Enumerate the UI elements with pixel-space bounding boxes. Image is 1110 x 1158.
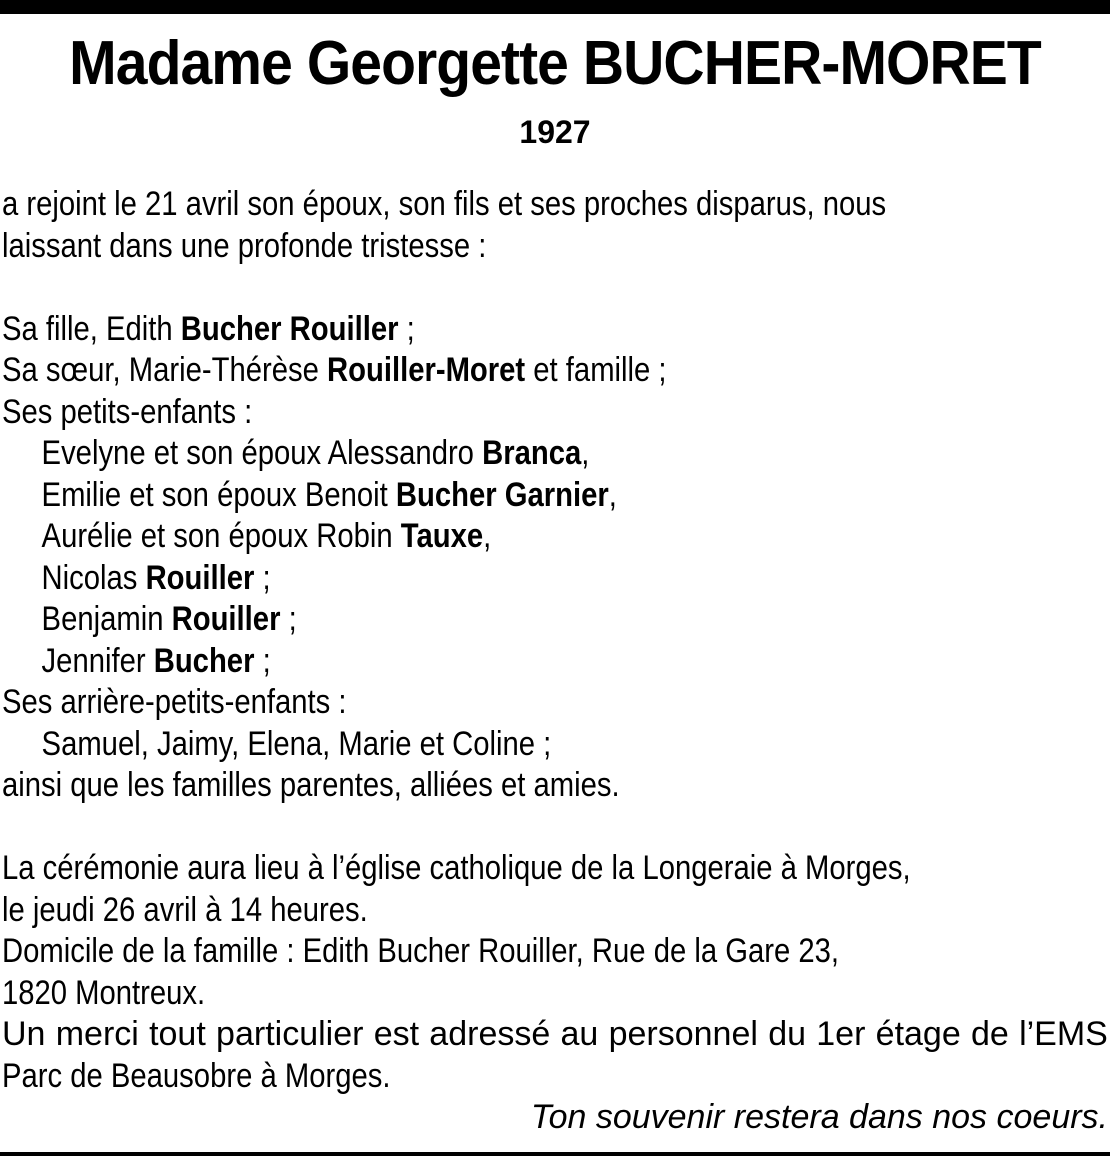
great-grandchildren-names: Samuel, Jaimy, Elena, Marie et Coline ; [41, 724, 552, 763]
grandchild-entry: Jennifer Bucher ; [41, 641, 271, 680]
surname: Bucher Garnier [395, 475, 609, 514]
grandchild-entry: Benjamin Rouiller ; [41, 600, 297, 638]
intro-line-2: laissant dans une profonde tristesse : [2, 226, 487, 265]
surname: Branca [482, 434, 582, 472]
surname: Rouiller [145, 558, 255, 597]
spacer [2, 807, 1108, 849]
thanks-line-2: Parc de Beausobre à Morges. [2, 1056, 391, 1095]
bottom-rule [0, 1152, 1110, 1156]
notice-body [2, 184, 1108, 1139]
domicile-line-2: 1820 Montreux. [2, 973, 206, 1012]
surname: Rouiller-Moret [326, 351, 526, 389]
great-grandchildren-label: Ses arrière-petits-enfants : [2, 683, 347, 721]
intro-line-1: a rejoint le 21 avril son époux, son fils et ses proches disparus, nous [2, 185, 887, 223]
surname: Bucher Rouiller [180, 309, 399, 348]
grandchildren-label: Ses petits-enfants : [2, 392, 253, 431]
notice-title: Madame Georgette BUCHER-MORET [69, 29, 1041, 98]
family-daughter: Sa fille, Edith Bucher Rouiller ; [2, 309, 415, 348]
domicile-line-1: Domicile de la famille : Edith Bucher Rouiller, Rue de la Gare 23, [2, 932, 839, 970]
birth-year: 1927 [519, 114, 591, 150]
family-sister: Sa sœur, Marie-Thérèse Rouiller-Moret et famille ; [2, 351, 667, 389]
ceremony-line-2: le jeudi 26 avril à 14 heures. [2, 890, 368, 929]
ceremony-line-1: La cérémonie aura lieu à l’église catholique de la Longeraie à Morges, [2, 849, 911, 887]
surname: Tauxe [400, 517, 484, 555]
top-rule [0, 0, 1110, 14]
closing-phrase: Ton souvenir restera dans nos coeurs. [530, 1098, 1108, 1136]
thanks-line-1: Un merci tout particulier est adressé au personnel du 1er étage de l’EMS [2, 1015, 1108, 1053]
spacer [2, 267, 1108, 309]
extended-families: ainsi que les familles parentes, alliées et amies. [2, 766, 620, 804]
grandchild-entry: Nicolas Rouiller ; [41, 558, 271, 597]
surname: Bucher [153, 641, 255, 680]
grandchild-entry: Emilie et son époux Benoit Bucher Garnier, [41, 475, 617, 514]
surname: Rouiller [171, 600, 281, 638]
grandchild-entry: Aurélie et son époux Robin Tauxe, [41, 517, 492, 555]
grandchild-entry: Evelyne et son époux Alessandro Branca, [41, 434, 590, 472]
